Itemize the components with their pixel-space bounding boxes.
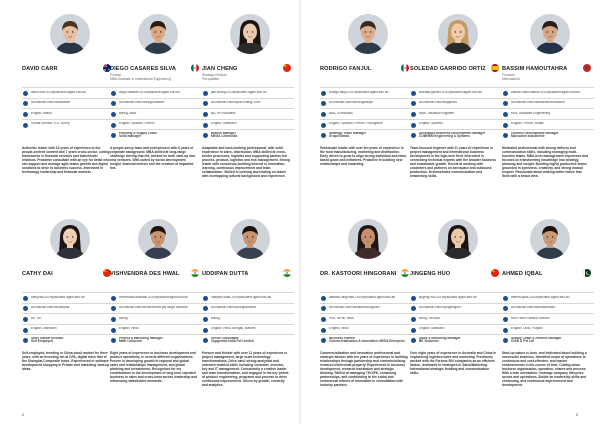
briefcase-icon	[203, 338, 208, 343]
graduation-cap-icon	[503, 112, 508, 117]
profile-linkedin-row[interactable]	[502, 303, 594, 314]
profile-linkedin[interactable]: au.linkedin.com/in/cathydai	[31, 306, 70, 310]
profile-email-row[interactable]	[320, 87, 412, 98]
profile-languages: English, Italian	[31, 111, 52, 115]
profile-linkedin[interactable]: au.linkedin.com/in/kastoorihingorani	[329, 306, 380, 310]
profile-position: English, Urdu, Punjabi	[511, 327, 543, 331]
email-icon	[503, 296, 508, 301]
language-icon	[111, 328, 116, 333]
profile-position-row	[110, 119, 202, 130]
profile-languages: MBA, Industrial Engineer	[419, 111, 455, 115]
profile-role: Product MBA Graduate in International Engineering	[110, 73, 171, 81]
profile-email[interactable]: diego.casares.2019@student.agsm.edu.au	[119, 90, 180, 94]
language-icon	[23, 123, 28, 128]
language-icon	[411, 123, 416, 128]
profile-linkedin-row[interactable]	[410, 98, 502, 109]
profile-extra: Business Partner Commercialisation & Innovation UNSW Enterprise	[329, 336, 405, 344]
profile-languages: BBA, Economics	[329, 111, 353, 115]
profile-position-row	[320, 119, 412, 130]
email-icon	[411, 91, 416, 96]
profile-position: English, Mandarin	[419, 327, 445, 331]
profile-languages-row	[320, 313, 412, 324]
profile-position-row	[502, 324, 594, 335]
profile-languages: BA, HR Business	[211, 111, 236, 115]
briefcase-icon	[503, 133, 508, 138]
profile-photo	[50, 219, 90, 259]
profile-photo	[530, 219, 570, 259]
profile-bio: Passionate leader with over ten years of experience in the food manufacturing, marketing and distribution. Early driven to grow to align strong individual and team-based goals and initiatives. Proactive in building new relationships and rewarding.	[320, 146, 408, 167]
email-icon	[23, 91, 28, 96]
profile-photo	[50, 14, 90, 54]
profile-extra: Strategic Trade Manager Grupo Bimbo	[329, 131, 367, 139]
profile-extra: Supply Chain & Finance Manager Crest & Pvt Ltd	[511, 336, 562, 344]
email-icon	[23, 296, 28, 301]
profile-bio: A people-savvy team and entrepreneur with 8 years of corporate background. MBA skilled at long-range challenge driving that led, worked on both start-up and new ventures. Well-suited by social development insight, financial metrics and the creation of impactful ties.	[110, 146, 195, 171]
profile-linkedin-row[interactable]	[320, 98, 412, 109]
profile-name: VISHVENDRA DES HWAL	[110, 271, 180, 277]
briefcase-icon	[23, 338, 28, 343]
profile-details	[410, 292, 502, 347]
profile-position-row	[320, 324, 412, 335]
profile-extra: Channel Development Manager Marocaine Industrielle	[511, 131, 559, 139]
profile-details	[202, 292, 294, 347]
profile-photo	[138, 219, 178, 259]
language-icon	[503, 328, 508, 333]
profile-extra-row	[110, 334, 202, 347]
profile-name: DR. KASTOORI HINGORANI	[320, 271, 397, 277]
profile-email-row[interactable]	[22, 87, 114, 98]
language-icon	[321, 123, 326, 128]
linkedin-icon	[321, 306, 326, 311]
profile-email[interactable]: bassim.hamoutahra.2019@student.agsm.edu.au	[511, 90, 580, 94]
profile-extra-row	[320, 334, 412, 347]
profile-email-row[interactable]	[110, 292, 202, 303]
profile-linkedin-row[interactable]	[22, 303, 114, 314]
briefcase-icon	[111, 133, 116, 138]
linkedin-icon	[503, 101, 508, 106]
profile-languages: Billing	[119, 316, 128, 320]
linkedin-icon	[203, 306, 208, 311]
profile-languages-row	[502, 313, 594, 324]
profile-extra-row	[502, 334, 594, 347]
profile-bio: Pursuer and thinker with over 11 years of experience in project management, large scale technology transformations. Drive hard, strong analytical and outreach enabled skills including customer, investor, key and IT management. Consistently a creative leader and team transformation, and engaged in the key points of product engineering, programs and process to drive continuous improvement. Driven by growth, curiosity and analytics.	[202, 351, 289, 388]
profile-email-row[interactable]	[22, 292, 114, 303]
profile-name: UDDIPAN DUTTA	[202, 271, 249, 277]
briefcase-icon	[321, 133, 326, 138]
profile-position: English, Hindi	[329, 327, 349, 331]
linkedin-icon	[503, 306, 508, 311]
profile-languages-row	[320, 108, 412, 119]
profile-bio: Start-up nature is born, and dedicated about building a successful business. Identified scope of operations to continuous and cost-effective, and market enhancements in the course of time. Cutting down business organisation, operation, shares and process. With a lean orientation, I manage company lifecycles across and operations. Builds on leadership skills and continuing, and continuous improvement and development.	[502, 351, 587, 388]
profile-email-row[interactable]	[202, 292, 294, 303]
profile-position: English, Spanish	[419, 122, 443, 126]
profile-email-row[interactable]	[502, 87, 594, 98]
profile-languages: Billing, MBA	[119, 111, 137, 115]
profile-email[interactable]: jian.cheng.2019@student.agsm.edu.au	[211, 90, 267, 94]
linkedin-icon	[411, 306, 416, 311]
linkedin-icon	[321, 101, 326, 106]
profile-card	[410, 0, 505, 212]
profile-email[interactable]: vishvendra.deshwal.2019@student.agsm.edu.au	[119, 295, 188, 299]
profile-linkedin[interactable]: au.linkedin.com/in/diegocasares	[119, 101, 165, 105]
profile-position-row	[410, 119, 502, 130]
profile-position-row	[22, 119, 114, 130]
profile-name: JINGENG HUO	[410, 271, 451, 277]
profile-card	[502, 205, 597, 417]
profile-bio: Team-focused engineer with 11 years of experience in project management and international business development in the high-tech field. Interested in connecting technical experts with the broader business and sustainable growth. Excels at working with customers and partners on aerospace and outbound production. Demonstrates communication and networking skills.	[410, 146, 496, 179]
profile-photo	[230, 14, 270, 54]
profile-photo	[230, 219, 270, 259]
profile-extra: Senior Consultant Capgemini India Pvt Limited	[211, 336, 254, 344]
profile-email-row[interactable]	[320, 292, 412, 303]
mexico-flag-icon	[191, 64, 199, 72]
profile-extra-row	[22, 334, 114, 347]
profile-card	[110, 0, 205, 212]
language-icon	[503, 123, 508, 128]
graduation-cap-icon	[23, 112, 28, 117]
profile-name: DAVID CARR	[22, 66, 58, 72]
email-icon	[203, 296, 208, 301]
profile-position-row	[410, 324, 502, 335]
profile-extra: Store Market Investor Self Employed	[31, 336, 64, 344]
profile-languages-row	[22, 108, 114, 119]
profile-bio: Motivated professional with strong delivery and communication skills, including managing multi-function teams. MBA-level management experience and focused on transforming knowledge into strategy, planning and insight. Building highly productive teams grounded in openness, creativity, and strong mutual respect. Passionate about making better teams that think with a broad view.	[502, 146, 589, 179]
profile-linkedin[interactable]: au.linkedin.com/in/davidcarr	[31, 101, 71, 105]
profile-languages: PhD, MPhil, MBA	[329, 316, 354, 320]
profile-linkedin[interactable]: au.linkedin.com/in/jian-cheng-1009	[211, 101, 261, 105]
profile-email-row[interactable]	[110, 87, 202, 98]
profile-extra: Sales & Marketing Manager BE Shotcrete	[419, 336, 461, 344]
profile-position-row	[110, 324, 202, 335]
email-icon	[111, 91, 116, 96]
language-icon	[203, 123, 208, 128]
profile-languages-row	[202, 108, 294, 119]
profile-card	[110, 205, 205, 417]
profile-email-row[interactable]	[502, 292, 594, 303]
china-flag-icon	[491, 269, 499, 277]
profile-details	[320, 87, 412, 142]
profile-details	[22, 87, 114, 129]
profile-row-top	[0, 0, 600, 210]
profile-email[interactable]: kastoori.hingorani.2019@student.agsm.edu.au	[329, 295, 396, 299]
profile-languages: Billing	[211, 316, 220, 320]
profile-position: English, French, Arabic	[511, 122, 544, 126]
profile-position-row	[202, 119, 294, 130]
profile-bio: Self-employed, trending in China stock market for three years, with an investing net at CPA, digital track that of the Shanghai Composite Index. Experienced in software development shopping in Private and marketing start-up ideas.	[22, 351, 110, 372]
profile-bio: Commercialisation and innovation professional and strategic adviser with ten years of experience in building relationships through partnership and commercialising research intellectual property. Experienced in business development, research translation and strategic thinking. Skilled at managing TKO/PK, enhancing partnerships, and contributing to the social and commercial returns of innovation in consultation with industry partners.	[320, 351, 408, 388]
graduation-cap-icon	[411, 112, 416, 117]
linkedin-icon	[23, 101, 28, 106]
profile-role: Strategic Product Pre-qualifier	[202, 73, 227, 81]
linkedin-icon	[111, 306, 116, 311]
graduation-cap-icon	[411, 317, 416, 322]
mexico-flag-icon	[401, 64, 409, 72]
profile-role: Producer International	[502, 73, 520, 81]
profile-extra-row	[320, 129, 412, 142]
profile-position: English, Spanish, French	[119, 122, 155, 126]
profile-position-row	[502, 119, 594, 130]
profile-linkedin[interactable]: au.linkedin.com/in/uddipandutta	[211, 306, 256, 310]
profile-languages-row	[110, 108, 202, 119]
profile-email[interactable]: uddipan.dutta.2019@student.agsm.edu.au	[211, 295, 272, 299]
briefcase-icon	[411, 338, 416, 343]
graduation-cap-icon	[503, 317, 508, 322]
profile-details	[502, 292, 594, 347]
graduation-cap-icon	[321, 317, 326, 322]
profile-name: BASSIM HAMOUTAHRA	[502, 66, 568, 72]
email-icon	[411, 296, 416, 301]
profile-email[interactable]: soledad.garrido.2019@student.agsm.edu.au	[419, 90, 482, 94]
graduation-cap-icon	[23, 317, 28, 322]
profile-photo	[138, 14, 178, 54]
language-icon	[23, 328, 28, 333]
profile-languages-row	[110, 313, 202, 324]
profile-languages-row	[410, 108, 502, 119]
profile-email-row[interactable]	[410, 292, 502, 303]
profile-linkedin-row[interactable]	[502, 98, 594, 109]
email-icon	[203, 91, 208, 96]
profile-linkedin[interactable]: au.linkedin.com/in/rodrigofanjul	[329, 101, 373, 105]
profile-photo	[438, 219, 478, 259]
profile-card	[502, 0, 597, 212]
profile-details	[110, 87, 202, 142]
profile-position-row	[202, 324, 294, 335]
profile-linkedin[interactable]: au.linkedin.com/in/bassimhamoutahra	[511, 101, 565, 105]
india-flag-icon	[191, 269, 199, 277]
profile-bio: Authentic leader with 13 years of experience to the people-centred content and 7 years cross-sector, cutting frameworks in financial services and stakeholder relations. Proactive consultant with an eye for detail who can support and manage agile teams growth and digital solutions to drive to business success. Interested in technology leadership and financial markets.	[22, 146, 110, 175]
profile-email[interactable]: jingeng.huo.2019@student.agsm.edu.au	[419, 295, 477, 299]
profile-bio: Adaptable and hard-working professional, with solid experience in sales, distribution, MBA skilled at cross-border processes, logistics and supporting partner-led process, product, logistics and risk management. Strong leader with consensus-building interest in innovation, learning, continuous improvement and team collaboration. Skilled in working and leading on teams with overlapping cultural background and experience.	[202, 146, 290, 179]
briefcase-icon	[321, 338, 326, 343]
profile-linkedin-row[interactable]	[410, 303, 502, 314]
morocco-flag-icon	[583, 64, 591, 72]
briefcase-icon	[203, 133, 208, 138]
profile-linkedin-row[interactable]	[110, 98, 202, 109]
language-icon	[203, 328, 208, 333]
profile-details	[410, 87, 502, 142]
profile-name: JIAN CHENG	[202, 66, 238, 72]
profile-languages-row	[502, 108, 594, 119]
email-icon	[111, 296, 116, 301]
profile-languages-row	[202, 313, 294, 324]
profile-position: English, Mandarin	[211, 122, 237, 126]
profile-name: AHMED IQBAL	[502, 271, 543, 277]
profile-email[interactable]: rodrigo.fanjul.2019@student.agsm.edu.au	[329, 90, 389, 94]
briefcase-icon	[111, 338, 116, 343]
profile-languages: BEng, GEMBA	[419, 316, 441, 320]
profile-extra: Aerospace Business Development Manager COMHEM Engineering & Systems	[419, 131, 486, 139]
briefcase-icon	[503, 338, 508, 343]
profile-extra-row	[502, 129, 594, 142]
profile-details	[202, 87, 294, 142]
profile-photo	[438, 14, 478, 54]
profile-extra-row	[410, 334, 502, 347]
profile-card	[202, 0, 297, 212]
profile-position: English, Spanish, French, Portuguese	[329, 122, 383, 126]
linkedin-icon	[203, 101, 208, 106]
graduation-cap-icon	[203, 112, 208, 117]
graduation-cap-icon	[111, 317, 116, 322]
profile-photo	[348, 219, 388, 259]
profile-linkedin[interactable]: au.linkedin.com/in/sgarrido	[419, 101, 457, 105]
spain-flag-icon	[491, 64, 499, 72]
linkedin-icon	[111, 101, 116, 106]
profile-linkedin[interactable]: au.linkedin.com/in/jingenghuo	[419, 306, 461, 310]
profile-linkedin-row[interactable]	[110, 303, 202, 314]
profile-linkedin-row[interactable]	[202, 303, 294, 314]
profile-languages-row	[22, 313, 114, 324]
briefcase-icon	[411, 133, 416, 138]
profile-extra-row	[110, 129, 202, 142]
profile-row-bottom	[0, 205, 600, 415]
language-icon	[321, 328, 326, 333]
graduation-cap-icon	[203, 317, 208, 322]
profile-linkedin[interactable]: au.linkedin.com/in/ahmedinbal1	[511, 306, 556, 310]
language-icon	[111, 123, 116, 128]
profile-position-row	[22, 324, 114, 335]
profile-name: CATHY DAI	[22, 271, 53, 277]
pakistan-flag-icon	[583, 269, 591, 277]
profile-position: English, Mandarin	[31, 327, 57, 331]
profile-extra: Planning & Supply Chain Solid manager	[119, 131, 157, 139]
profile-position: Global Director, KJC Group	[31, 122, 70, 126]
email-icon	[503, 91, 508, 96]
profile-details	[110, 292, 202, 347]
profile-linkedin[interactable]: au.linkedin.com/in/vishvendra-pal-singh-deshwal	[119, 306, 188, 310]
profile-linkedin-row[interactable]	[320, 303, 412, 314]
profile-photo	[348, 14, 388, 54]
profile-extra-row	[202, 129, 294, 142]
linkedin-icon	[411, 101, 416, 106]
profile-extra-row	[410, 129, 502, 142]
profile-email-row[interactable]	[410, 87, 502, 98]
profile-email-row[interactable]	[202, 87, 294, 98]
profile-linkedin-row[interactable]	[22, 98, 114, 109]
profile-card	[320, 205, 415, 417]
china-flag-icon	[283, 64, 291, 72]
profile-email[interactable]: ahmed.iqbal.2019@student.agsm.edu.au	[511, 295, 570, 299]
page-number-right: 8	[576, 413, 578, 417]
india-flag-icon	[283, 269, 291, 277]
linkedin-icon	[23, 306, 28, 311]
profile-name: RODRIGO FANJUL	[320, 66, 372, 72]
profile-bio: Over eight years of experience in Australia and China in engineering logistics sales and marketing. Previously worked with the Fortune 500 companies as an offshore liaison, dedicated to strategies in Sales/Marketing. International strategic thinking and communication skills.	[410, 351, 497, 376]
profile-position: English, Hindi	[119, 327, 139, 331]
profile-extra: Project & Marketing Manager Math Coliseum	[119, 336, 163, 344]
profile-languages: MSc Hons Political Science	[511, 316, 550, 320]
india-flag-icon	[401, 269, 409, 277]
email-icon	[321, 91, 326, 96]
profile-languages-row	[410, 313, 502, 324]
profile-linkedin-row[interactable]	[202, 98, 294, 109]
profile-extra-row	[202, 334, 294, 347]
language-icon	[411, 328, 416, 333]
profile-card	[22, 205, 117, 417]
profile-details	[320, 292, 412, 347]
graduation-cap-icon	[111, 112, 116, 117]
profile-card	[320, 0, 415, 212]
profile-name: DIEGO CASARES SILVA	[110, 66, 177, 72]
profile-name: SOLEDAD GARRIDO ORTIZ	[410, 66, 486, 72]
email-icon	[321, 296, 326, 301]
profile-card	[22, 0, 117, 212]
profile-card	[202, 205, 297, 417]
profile-languages: BE, UE	[31, 316, 42, 320]
profile-languages: MSc, Industrial Engineering	[511, 111, 550, 115]
profile-email[interactable]: david.carr.2019@student.agsm.edu.au	[31, 90, 86, 94]
profile-photo	[530, 14, 570, 54]
profile-bio: Eight years of experience in business development and product operations, in several different organisations. Proven in developing growth in regional and global sales and relationships management, and global planning and investments. Recognised for my contributions to the development of long-term repeated business in sales and cross-team across leadership and influencing stakeholder demands.	[110, 351, 198, 384]
profile-extra: Branch Manager MEGA Chemicals	[211, 131, 238, 139]
profile-card	[410, 205, 505, 417]
profile-email[interactable]: cathy.dai.2019@student.agsm.edu.au	[31, 295, 85, 299]
page-number-left: 6	[22, 413, 24, 417]
graduation-cap-icon	[321, 112, 326, 117]
profile-position: English, Hindi, Bengali, Marathi	[211, 327, 256, 331]
profile-details	[22, 292, 114, 347]
profile-details	[502, 87, 594, 142]
